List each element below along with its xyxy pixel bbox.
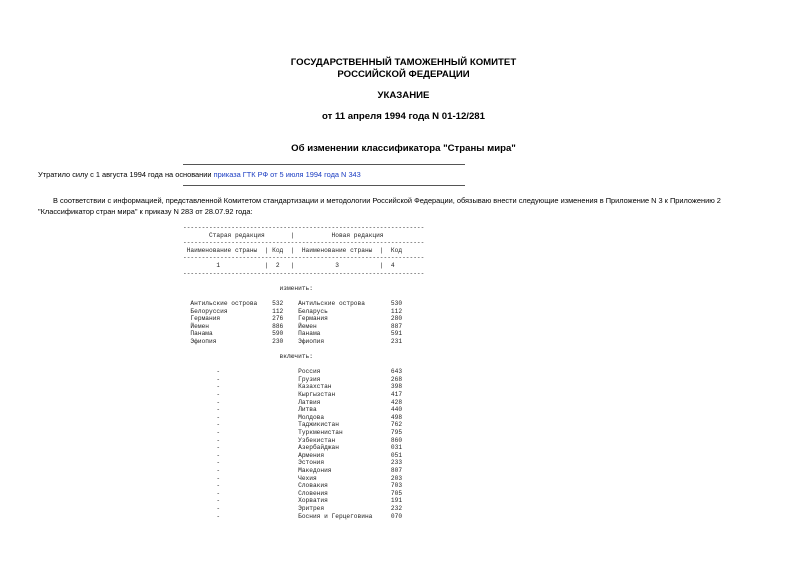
table-line: Эфиопия 230 Эфиопия 231 xyxy=(183,337,403,345)
table-line: Белоруссия 112 Беларусь 112 xyxy=(183,307,403,315)
table-line: - Босния и Герцеговина 070 xyxy=(183,512,403,520)
table-line: - Таджикистан 762 xyxy=(183,421,403,429)
table-line: - Чехия 203 xyxy=(183,474,403,482)
repeal-order-link[interactable]: приказа ГТК РФ от 5 июля 1994 года N 343 xyxy=(213,170,361,179)
table-line: включить: xyxy=(183,353,313,361)
table-line: - Хорватия 191 xyxy=(183,497,403,505)
table-line: - Россия 643 xyxy=(183,368,403,376)
table-line: - Узбекистан 860 xyxy=(183,436,403,444)
table-line: - Эритрея 232 xyxy=(183,504,403,512)
table-line: Антильские острова 532 Антильские острова 530 xyxy=(183,299,403,307)
table-line: - Грузия 268 xyxy=(183,375,403,383)
table-line: - Литва 440 xyxy=(183,406,403,414)
table-line: - Словакия 703 xyxy=(183,482,403,490)
divider-top xyxy=(183,164,465,165)
agency-name-line-1: ГОСУДАРСТВЕННЫЙ ТАМОЖЕННЫЙ КОМИТЕТ xyxy=(290,57,517,68)
table-line: - Македония 807 xyxy=(183,467,403,474)
table-line: Йемен 886 Йемен 887 xyxy=(183,322,403,330)
repeal-notice xyxy=(38,170,361,179)
table-line: - Молдова 498 xyxy=(183,413,403,421)
document-type: УКАЗАНИЕ xyxy=(377,90,430,101)
table-line: Панама 590 Панама 591 xyxy=(183,330,403,338)
agency-name-line-2: РОССИЙСКОЙ ФЕДЕРАЦИИ xyxy=(337,69,470,80)
table-line: - Кыргызстан 417 xyxy=(183,391,403,399)
table-line: ----------------------------------------------------------------- xyxy=(183,239,425,247)
table-line: Германия 276 Германия 280 xyxy=(183,315,403,323)
table-line: Старая редакция | Новая редакция xyxy=(183,231,384,239)
document-title: Об изменении классификатора "Страны мира" xyxy=(291,143,516,154)
table-line: - Казахстан 398 xyxy=(183,383,403,391)
table-line: - Словения 705 xyxy=(183,489,403,497)
table-line: 1 | 2 | 3 | 4 xyxy=(183,261,395,269)
table-line: - Азербайджан 031 xyxy=(183,444,403,452)
table-line: - Эстония 233 xyxy=(183,459,403,467)
table-line: ----------------------------------------------------------------- xyxy=(183,224,425,231)
table-line: - Латвия 428 xyxy=(183,398,403,406)
divider-bottom xyxy=(183,185,465,186)
table-line: - Туркменистан 795 xyxy=(183,429,403,437)
table-line: - Армения 051 xyxy=(183,451,403,459)
country-classifier-table xyxy=(183,224,424,520)
table-line: изменить: xyxy=(183,284,313,292)
table-line: ----------------------------------------------------------------- xyxy=(183,269,425,277)
document-date-number: от 11 апреля 1994 года N 01-12/281 xyxy=(322,111,485,122)
repeal-notice-text: Утратило силу с 1 августа 1994 года на основании xyxy=(38,170,214,179)
table-line: ----------------------------------------------------------------- xyxy=(183,254,425,262)
table-line: Наименование страны | Код | Наименование страны | Код xyxy=(183,246,403,254)
body-paragraph: В соответствии с информацией, представленной Комитетом стандартизации и методологии Российской Федерации, обязываю внести следующие изменения в Приложение N 3 к Приложению 2 "Классификатор стран мира" к приказу N 283 от 28.07.92 года: xyxy=(38,196,721,216)
